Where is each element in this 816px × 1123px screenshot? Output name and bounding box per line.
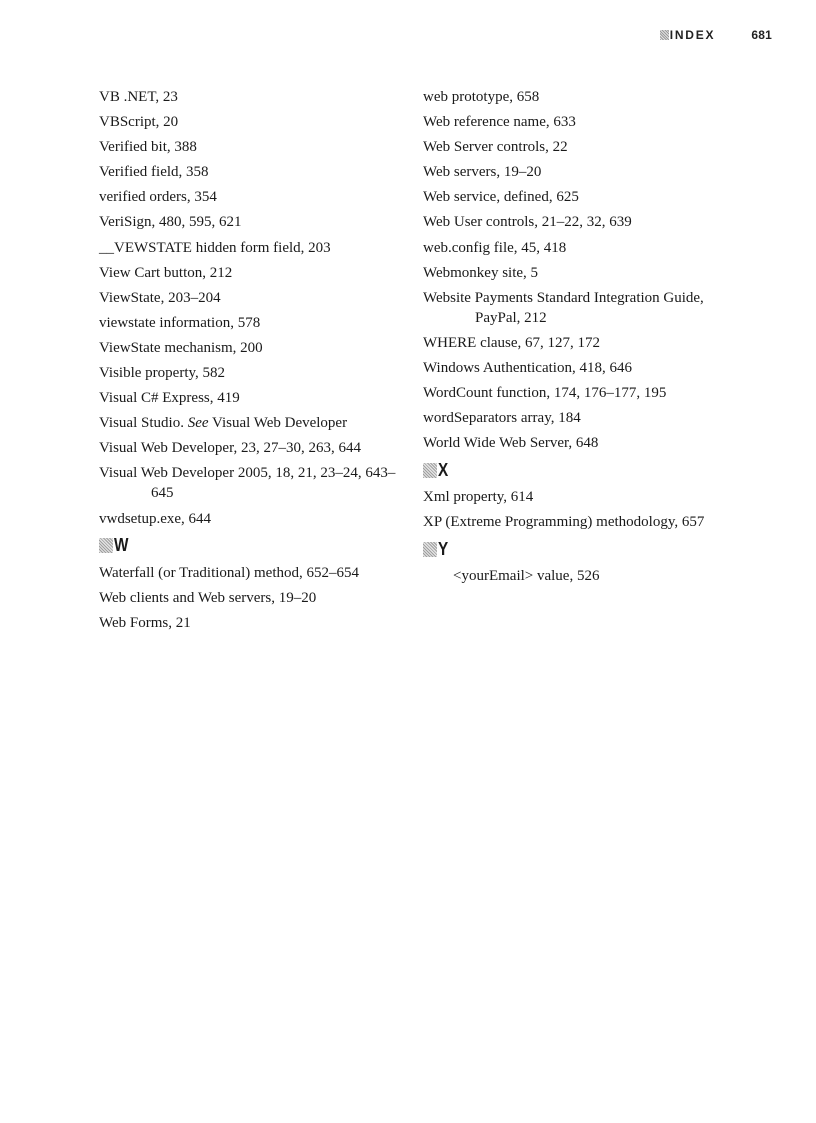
index-entry: ViewState, 203–204 xyxy=(99,289,221,306)
index-entry: wordSeparators array, 184 xyxy=(423,410,581,427)
section-marker-icon xyxy=(423,463,437,478)
index-entry: WordCount function, 174, 176–177, 195 xyxy=(423,385,667,402)
index-entry: Web User controls, 21–22, 32, 639 xyxy=(423,214,632,231)
index-entry: verified orders, 354 xyxy=(99,189,217,206)
section-heading-w xyxy=(99,535,399,557)
index-entry: VeriSign, 480, 595, 621 xyxy=(99,214,242,231)
index-entry: <yourEmail> value, 526 xyxy=(453,568,600,585)
page-number: 681 xyxy=(751,28,772,42)
entry-text: Visual Web Developer xyxy=(208,415,348,432)
index-entry: Visible property, 582 xyxy=(99,365,226,382)
index-entry: VBScript, 20 xyxy=(99,114,179,131)
index-entry: __VEWSTATE hidden form field, 203 xyxy=(99,239,331,256)
section-letter: Y xyxy=(438,538,449,559)
index-entry: XP (Extreme Programming) methodology, 657 xyxy=(423,514,705,531)
index-entry: Visual Web Developer 2005, 18, 21, 23–24, 643–645 xyxy=(99,465,396,502)
index-entry: Waterfall (or Traditional) method, 652–654 xyxy=(99,564,359,581)
index-entry: Web Forms, 21 xyxy=(99,614,191,631)
section-letter: W xyxy=(114,535,129,555)
index-entry-see xyxy=(99,413,399,433)
index-entry: View Cart button, 212 xyxy=(99,264,233,281)
index-entry: Verified field, 358 xyxy=(99,164,209,181)
index-entry: Xml property, 614 xyxy=(423,489,534,506)
section-marker-icon xyxy=(660,30,669,40)
see-reference: See xyxy=(187,415,209,432)
index-entry: ViewState mechanism, 200 xyxy=(99,339,263,356)
index-entry: WHERE clause, 67, 127, 172 xyxy=(423,334,601,351)
index-entry: Website Payments Standard Integration Guide, PayPal, 212 xyxy=(423,289,704,326)
section-label: INDEX xyxy=(669,28,716,42)
index-entry: Web servers, 19–20 xyxy=(423,164,542,181)
section-marker-icon xyxy=(99,538,113,553)
index-entry: Visual Web Developer, 23, 27–30, 263, 644 xyxy=(99,440,361,457)
index-entry: vwdsetup.exe, 644 xyxy=(99,510,212,527)
index-entry: web prototype, 658 xyxy=(423,89,540,105)
section-letter: X xyxy=(438,459,449,480)
index-entry: Web clients and Web servers, 19–20 xyxy=(99,589,317,606)
running-head xyxy=(660,28,772,42)
section-marker-icon xyxy=(423,542,437,557)
entry-text: Visual Studio. xyxy=(99,415,188,432)
section-heading-y xyxy=(423,538,723,560)
index-entry: Visual C# Express, 419 xyxy=(99,390,240,407)
index-entry: Web service, defined, 625 xyxy=(423,189,579,206)
index-entry: web.config file, 45, 418 xyxy=(423,239,567,256)
index-entry: viewstate information, 578 xyxy=(99,314,261,331)
index-entry: World Wide Web Server, 648 xyxy=(423,435,599,452)
index-entry: Windows Authentication, 418, 646 xyxy=(423,359,632,376)
index-entry: Webmonkey site, 5 xyxy=(423,264,539,281)
index-entry: VB .NET, 23 xyxy=(99,89,178,105)
section-heading-x xyxy=(423,459,723,481)
index-entry: Web Server controls, 22 xyxy=(423,139,568,156)
index-entry: Verified bit, 388 xyxy=(99,139,197,156)
index-column-left xyxy=(99,87,399,638)
index-column-right xyxy=(423,87,723,591)
index-entry: Web reference name, 633 xyxy=(423,114,576,131)
